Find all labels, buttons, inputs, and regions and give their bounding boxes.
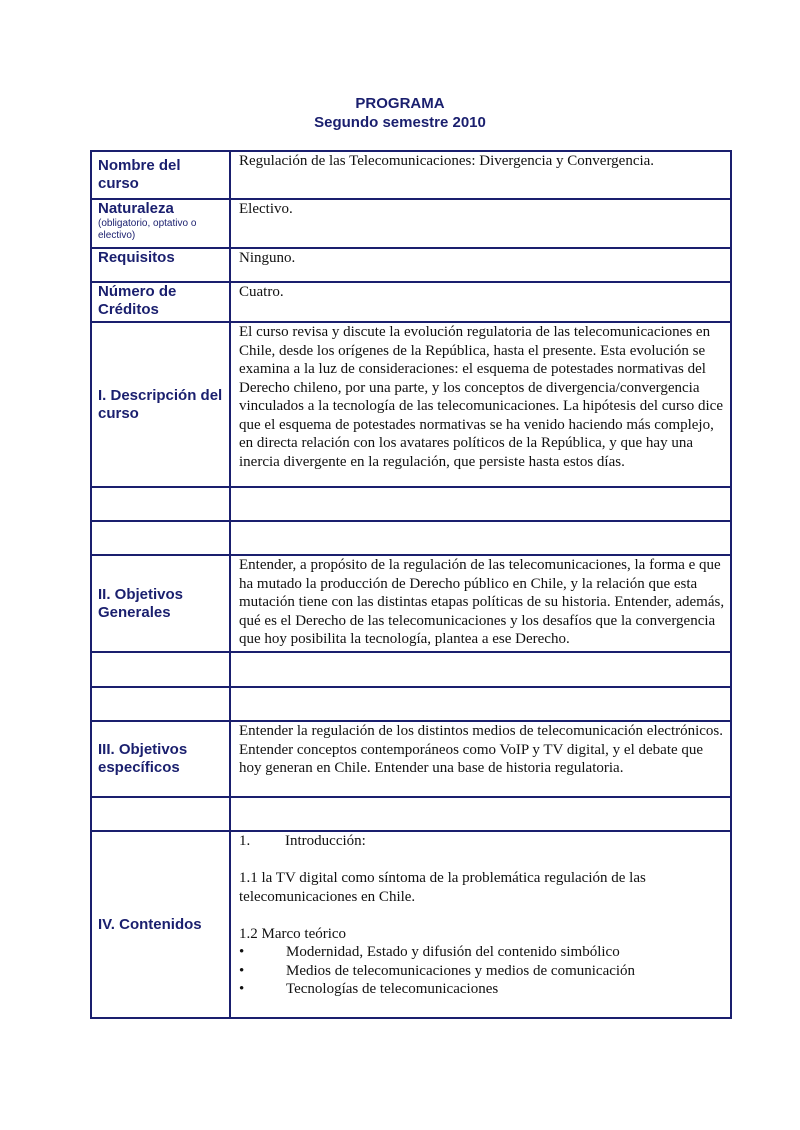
value-naturaleza: Electivo. (230, 199, 731, 248)
label-naturaleza-sub: (obligatorio, optativo o electivo) (98, 218, 197, 241)
empty-cell (230, 652, 731, 687)
table-row-descripcion (91, 322, 731, 487)
empty-cell (91, 652, 230, 687)
empty-cell (91, 487, 230, 521)
document-title: PROGRAMA (355, 95, 445, 112)
item-number: 1. (239, 833, 251, 849)
bullet-icon: • (239, 981, 245, 997)
table-row-contenidos (91, 831, 731, 1018)
label-requisitos (91, 248, 230, 282)
spacer (239, 851, 726, 870)
label-objetivos-especificos-text: III. Objetivos específicos (98, 741, 188, 776)
table-row-objetivos-especificos (91, 721, 731, 797)
label-nombre-text: Nombre del curso (98, 157, 181, 192)
empty-cell (230, 797, 731, 831)
contenidos-item-1 (239, 832, 726, 851)
bullet-text: Tecnologías de telecomunicaciones (286, 981, 499, 997)
value-creditos: Cuatro. (230, 282, 731, 322)
label-nombre (91, 151, 230, 199)
empty-cell (230, 687, 731, 721)
table-row-creditos (91, 282, 731, 322)
label-requisitos-text: Requisitos (98, 249, 175, 266)
label-naturaleza (91, 199, 230, 248)
list-item (239, 962, 726, 981)
label-creditos-text: Número de Créditos (98, 283, 177, 318)
label-objetivos-generales-text: II. Objetivos Generales (98, 585, 184, 621)
label-descripcion (91, 322, 230, 487)
spacer (239, 906, 726, 925)
empty-cell (230, 487, 731, 521)
document-subtitle: Segundo semestre 2010 (314, 114, 486, 131)
item-text: Introducción: (285, 833, 366, 849)
bullet-icon: • (239, 944, 245, 960)
table-row-empty (91, 652, 731, 687)
empty-cell (91, 687, 230, 721)
table-row-empty (91, 487, 731, 521)
list-item (239, 980, 726, 999)
value-objetivos-generales: Entender, a propósito de la regulación de las telecomunicaciones, la forma e que ha mutado la producción de Derecho público en Chile, y la relación que esta mutación tiene con las distintas etapas políticas de su historia. Entender, además, qué es el Derecho de las telecomunicaciones y los desafíos que la convergencia que hoy posibilita la tecnología, plantea a ese Derecho. (230, 555, 731, 652)
value-contenidos (230, 831, 731, 1018)
contenidos-sub-1-1: 1.1 la TV digital como síntoma de la problemática regulación de las telecomunicaciones en Chile. (239, 870, 646, 905)
bullet-text: Modernidad, Estado y difusión del contenido simbólico (286, 944, 620, 960)
table-row-objetivos-generales (91, 555, 731, 652)
table-row-empty (91, 797, 731, 831)
label-naturaleza-text: Naturaleza (98, 200, 174, 217)
table-row-empty (91, 687, 731, 721)
table-row-naturaleza (91, 199, 731, 248)
value-descripcion: El curso revisa y discute la evolución regulatoria de las telecomunicaciones en Chile, desde los orígenes de la República, hasta el presente. Esta evolución se examina a la luz de consideraciones: el esquema de potestades normativas del Derecho chileno, por una parte, y los conceptos de divergencia/convergencia vinculados a la tecnología de las telecomunicaciones. La hipótesis del curso dice que el esquema de potestades normativas se ha venido haciendo más complejo, en directa relación con los avatares políticos de la República, y que hay una inercia divergente en la regulación, que persiste hasta estos días. (230, 322, 731, 487)
empty-cell (91, 521, 230, 555)
program-table (90, 150, 732, 1019)
empty-cell (91, 797, 230, 831)
label-descripcion-text: I. Descripción del curso (98, 386, 223, 422)
value-requisitos: Ninguno. (230, 248, 731, 282)
bullet-icon: • (239, 962, 245, 979)
table-row-empty (91, 521, 731, 555)
empty-cell (230, 521, 731, 555)
value-objetivos-especificos: Entender la regulación de los distintos medios de telecomunicación electrónicos. Entender conceptos contemporáneos como VoIP y TV digital, y el debate que hoy generan en Chile. Entender una base de historia regulatoria. (230, 721, 731, 797)
contenidos-sub-1-2: 1.2 Marco teórico (239, 925, 347, 942)
label-contenidos-text: IV. Contenidos (98, 915, 202, 933)
table-row-nombre (91, 151, 731, 199)
bullet-text: Medios de telecomunicaciones y medios de comunicación (286, 962, 636, 979)
label-creditos (91, 282, 230, 322)
value-nombre: Regulación de las Telecomunicaciones: Divergencia y Convergencia. (230, 151, 731, 199)
label-objetivos-generales (91, 555, 230, 652)
label-objetivos-especificos (91, 721, 230, 797)
label-contenidos (91, 831, 230, 1018)
table-row-requisitos (91, 248, 731, 282)
list-item (239, 943, 726, 962)
